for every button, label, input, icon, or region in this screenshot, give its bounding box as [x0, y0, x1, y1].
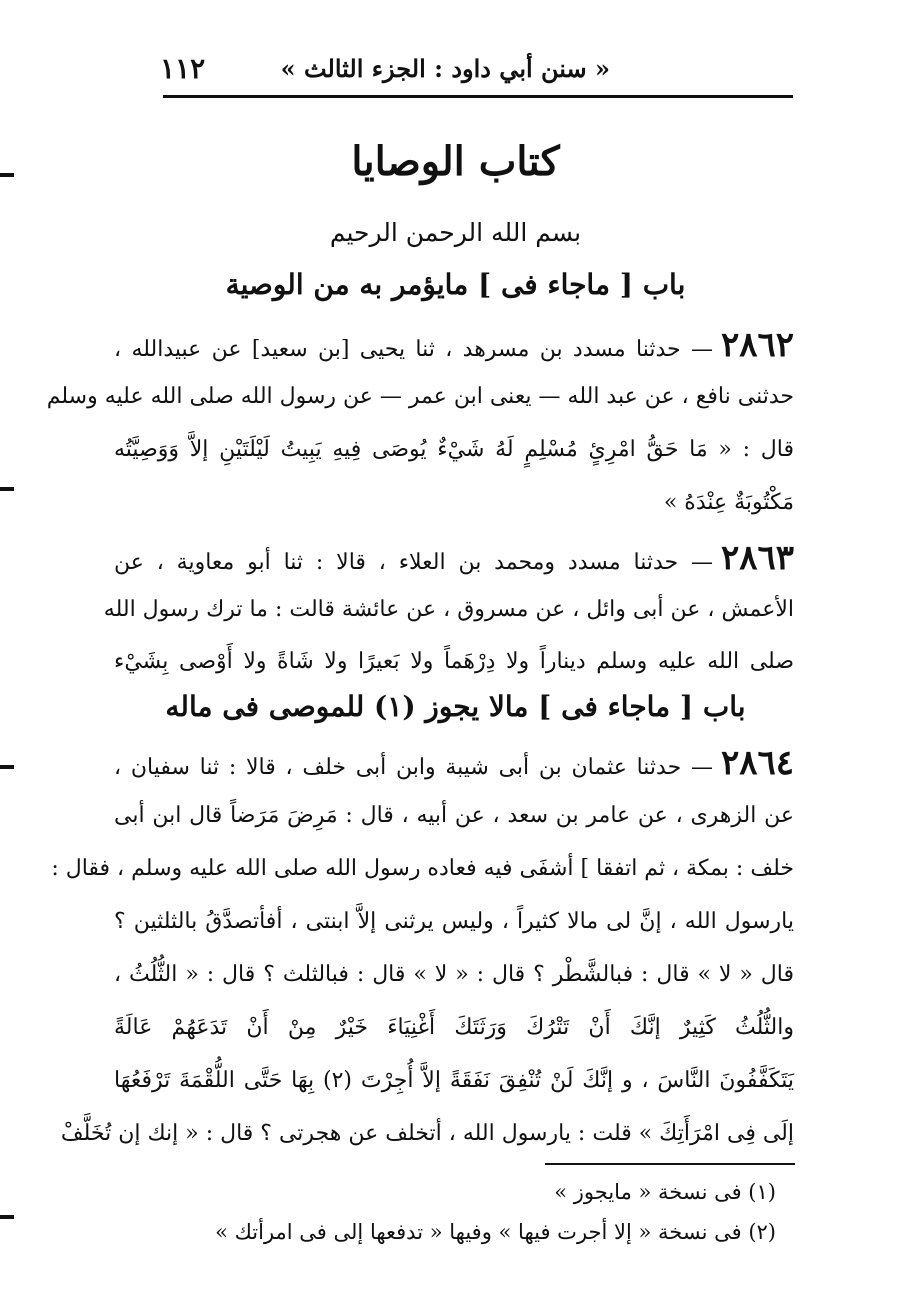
- hadith-2864-line-3: خلف : بمكة ، ثم اتفقا ] أشفَى فيه فعاده رسول الله صلى الله عليه وسلم ، فقال :: [51, 856, 794, 881]
- basmala: بسم الله الرحمن الرحيم: [329, 218, 582, 247]
- footnote-rule: [545, 1163, 795, 1165]
- footnote-1: (١) فى نسخة « مايجوز »: [554, 1180, 776, 1204]
- hadith-2864-line-1: [114, 743, 794, 788]
- hadith-2864-line-6: والثُّلُثُ كَثِيرٌ إنَّكَ أَنْ تَتْرُكَ وَرَثَتَكَ أَغْنِيَاءَ خَيْرٌ مِنْ أَنْ تَدَعَهُمْ عَالَةً: [114, 1015, 794, 1040]
- hadith-number: ٢٨٦٣: [720, 538, 794, 578]
- hadith-2863-line-1: [114, 538, 794, 583]
- hadith-number: ٢٨٦٢: [720, 325, 794, 365]
- hadith-2862-line-1: [114, 325, 794, 370]
- hadith-text: — حدثنا مسدد ومحمد بن العلاء ، قالا : ثنا أبو معاوية ، عن: [114, 550, 713, 575]
- hadith-number: ٢٨٦٤: [720, 743, 794, 783]
- hadith-2864-line-8: إلَى فِى امْرَأَتِكَ » قلت : يارسول الله ، أتخلف عن هجرتى ؟ قال : « إنك إن تُخَلَّفْ: [60, 1121, 794, 1146]
- edge-mark: [0, 765, 14, 769]
- hadith-2862-line-3: قال : « مَا حَقُّ امْرِئٍ مُسْلِمٍ لَهُ شَيْءٌ يُوصَى فِيهِ يَبِيتُ لَيْلَتَيْنِ إلاَّ وَوَصِيَّتُه: [114, 437, 794, 462]
- hadith-2863-line-3: صلى الله عليه وسلم ديناراً ولا دِرْهَماً ولا بَعيرًا ولا شَاةً ولا أَوْصى بِشَيْء: [114, 649, 795, 674]
- page-number: ١١٢: [160, 52, 206, 85]
- hadith-2864-line-4: يارسول الله ، إنَّ لى مالا كثيراً ، وليس يرثنى إلاَّ ابنتى ، أفأتصدَّقُ بالثلثين ؟: [114, 909, 794, 934]
- hadith-2864-line-7: يَتَكَفَّفُونَ النَّاسَ ، و إنَّكَ لَنْ تُنْفِقَ نَفَقَةً إلاَّ أُجِرْتَ (٢) بِهَا حَتَّى اللُّقْمَةَ تَرْفَعُهَا: [114, 1068, 794, 1093]
- footnote-2: (٢) فى نسخة « إلا أجرت فيها » وفيها « تدفعها إلى فى امرأتك »: [215, 1220, 776, 1244]
- page-header: [160, 52, 800, 92]
- hadith-text: — حدثنا عثمان بن أبى شيبة وابن أبى خلف ، قالا : ثنا سفيان ،: [114, 755, 713, 780]
- hadith-2862-line-4: مَكْتُوبَةٌ عِنْدَهُ »: [663, 490, 794, 515]
- header-rule: [163, 95, 793, 98]
- hadith-2863-line-2: الأعمش ، عن أبى وائل ، عن مسروق ، عن عائشة قالت : ما ترك رسول الله: [103, 597, 794, 622]
- hadith-2864-line-5: قال « لا » قال : فبالشَّطْر ؟ قال : « لا » قال : فبالثلث ؟ قال : « الثُّلُثُ ،: [114, 962, 794, 987]
- book-title: كتاب الوصايا: [351, 138, 560, 185]
- edge-mark: [0, 487, 14, 491]
- running-title: « سنن أبي داود : الجزء الثالث »: [280, 54, 610, 83]
- hadith-text: — حدثنا مسدد بن مسرهد ، ثنا يحيى [بن سعيد] عن عبيدالله ،: [114, 337, 713, 362]
- hadith-2864-line-2: عن الزهرى ، عن عامر بن سعد ، عن أبيه ، قال : مَرِضَ مَرَضاً قال ابن أبى: [114, 803, 794, 828]
- hadith-2862-line-2: حدثنى نافع ، عن عبد الله — يعنى ابن عمر — عن رسول الله صلى الله عليه وسلم: [46, 384, 794, 409]
- edge-mark: [0, 1215, 14, 1219]
- chapter-heading-2: باب [ ماجاء فى ] مالا يجوز (١) للموصى فى ماله: [165, 690, 746, 723]
- chapter-heading-1: باب [ ماجاء فى ] مايؤمر به من الوصية: [225, 268, 686, 301]
